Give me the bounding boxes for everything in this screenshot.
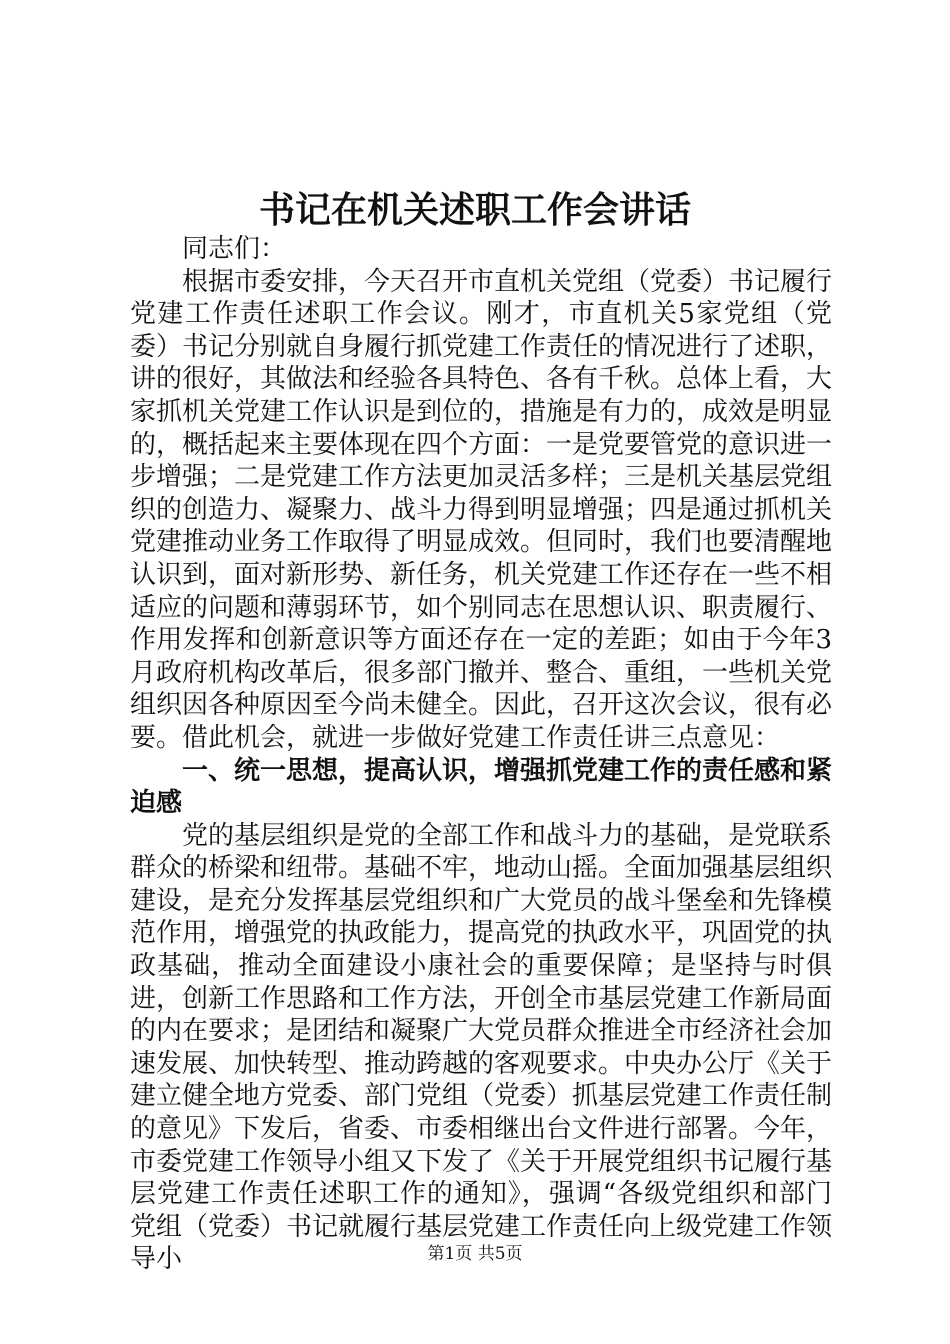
- paragraph-intro: 根据市委安排，今天召开市直机关党组（党委）书记履行党建工作责任述职工作会议。刚才，市直机关5家党组（党委）书记分别就自身履行抓党建工作责任的情况进行了述职，讲的很好，其做法和经验各具特色、各有千秋。总体上看，大家抓机关党建工作认识是到位的，措施是有力的，成效是明显的，概括起来主要体现在四个方面：一是党要管党的意识进一步增强；二是党建工作方法更加灵活多样；三是机关基层党组织的创造力、凝聚力、战斗力得到明显增强；四是通过抓机关党建推动业务工作取得了明显成效。但同时，我们也要清醒地认识到，面对新形势、新任务，机关党建工作还存在一些不相适应的问题和薄弱环节，如个别同志在思想认识、职责履行、作用发挥和创新意识等方面还存在一定的差距；如由于今年3月政府机构改革后，很多部门撤并、整合、重组，一些机关党组织因各种原因至今尚未健全。因此，召开这次会议，很有必要。借此机会，就进一步做好党建工作责任讲三点意见：: [130, 266, 833, 753]
- document-body: [130, 233, 832, 1276]
- document-title: 书记在机关述职工作会讲话: [258, 189, 691, 231]
- paragraph-section-1: 党的基层组织是党的全部工作和战斗力的基础，是党联系群众的桥梁和纽带。基础不牢，地动山摇。全面加强基层组织建设，是充分发挥基层党组织和广大党员的战斗堡垒和先锋模范作用，增强党的执政能力，提高党的执政水平，巩固党的执政基础，推动全面建设小康社会的重要保障；是坚持与时俱进，创新工作思路和工作方法，开创全市基层党建工作新局面的内在要求；是团结和凝聚广大党员群众推进全市经济社会加速发展、加快转型、推动跨越的客观要求。中央办公厅《关于建立健全地方党委、部门党组（党委）抓基层党建工作责任制的意见》下发后，省委、市委相继出台文件进行部署。今年，市委党建工作领导小组又下发了《关于开展党组织书记履行基层党建工作责任述职工作的通知》，强调“各级党组织和部门党组（党委）书记就履行基层党建工作责任向上级党建工作领导小: [130, 820, 833, 1275]
- page-indicator: 第1页 共5页: [427, 1244, 523, 1264]
- section-heading-1: 一、统一思想，提高认识，增强抓党建工作的责任感和紧迫感: [130, 755, 833, 819]
- greeting: 同志们：: [182, 234, 287, 264]
